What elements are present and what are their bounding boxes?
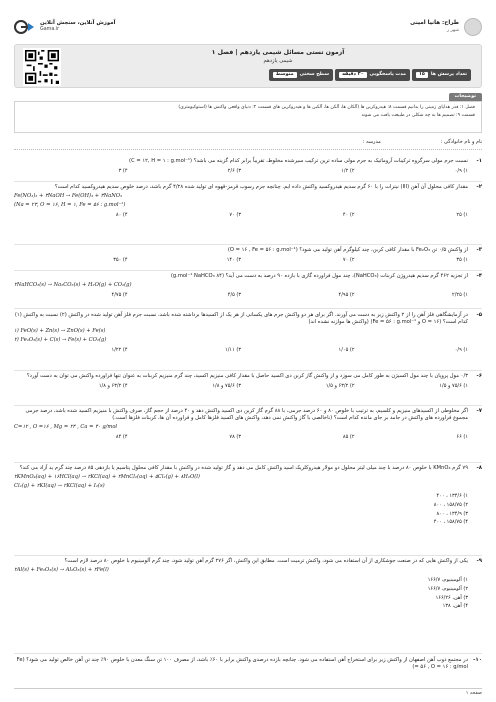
- notes-tab: توضیحات: [449, 93, 482, 101]
- question-4: [14, 273, 482, 299]
- footer-divider: [14, 688, 482, 689]
- notes-line: فصل ۱: قدر هدایای زمینی را بدانیم قسمت ۸: هیدروکربن ها (آلکان ها، آلکن ها، آلکین ها و هیدروکربن های قسمت ۲: دنیای واقعی واکنش ها (استوکیومتری): [178, 105, 475, 110]
- equation: ۲) Fe₂O₃(s) + C(s) → Fe(s) + CO₂(g): [14, 337, 107, 344]
- question-text: از واکنش ۰/۵ تن Fe₂O₃ با مقدار کافی کربن، چند کیلوگرم آهن تولید می شود؟ (O = ۱۶ , Fe = ۵۶ : g.mol⁻¹): [227, 247, 468, 253]
- equation: ۲KMnO₄(aq) + ۱۶HCl(aq) → ۲KCl(aq) + ۲MnCl₂(aq) + ۵Cl₂(g) + ۸H₂O(l): [14, 474, 200, 481]
- exam-subtitle: شیمی یازدهم: [263, 58, 293, 64]
- equation: Cl₂(g) + ۲KI(aq) → ۲KCl(aq) + I₂(s): [14, 483, 105, 490]
- question-text: از تجزیه ۴۶۲ گرم سدیم هیدروژن کربنات (NaHCO₃)، چند مول فراورده گازی با بازده ۹۰ درصد به دست می آید؟ (۸۴ g.mol⁻¹ NaHCO₃): [170, 273, 468, 279]
- question-number: ۱-: [476, 158, 482, 164]
- question-number: ۱۰-: [473, 657, 482, 663]
- option[interactable]: ۴) ۱۵۸/۷۵ ، ۴۰۰: [433, 519, 468, 526]
- question-5: [14, 312, 482, 354]
- option[interactable]: ۲) ۱/۰۵: [338, 347, 355, 354]
- option[interactable]: ۲) ۴/۹۵: [338, 292, 355, 299]
- brand[interactable]: [14, 20, 115, 34]
- option[interactable]: ۳) ۷۵/۶ و ۱/۸: [212, 383, 241, 390]
- option[interactable]: ۲) ۷۰: [342, 257, 355, 264]
- question-number: ۲-: [476, 184, 482, 190]
- question-number: ۸-: [476, 465, 482, 471]
- exam-card: [14, 44, 482, 88]
- option[interactable]: ۳) ۱۳۴/۹ ، ۸۰۰: [436, 510, 468, 517]
- question-text: در آزمایشگاهی فلز آهن را از ۲ واکنش زیر به دست می آورند. اگر برای هر دو واکنش جرم های یکسانی از هر یک از اکسیدها برداشته شده باشد، نسبت جرم فلز آهن تولید شده در واکنش (۲) نسبت به واکنش (۱) کدام است؟ (O = ۱۶ و Fe = ۵۶ : g.mol⁻¹) (واکنش ها موازنه نشده اند): [14, 312, 468, 326]
- option[interactable]: ۱) ۶۶: [456, 434, 468, 441]
- equation: ۲NaHCO₃(s) → Na₂CO₃(s) + H₂O(g) + CO₂(g): [14, 282, 132, 289]
- pill-value: ۳۰ دقیقه: [339, 72, 366, 78]
- options: [14, 383, 468, 390]
- options: [14, 212, 468, 219]
- divider: [14, 244, 482, 245]
- question-9: [14, 558, 482, 612]
- option[interactable]: ۴) ۶۳/۲ و ۱/۸: [98, 383, 128, 390]
- question-2: [14, 184, 482, 219]
- question-count-pill: [412, 69, 471, 81]
- question-7: [14, 408, 482, 441]
- option[interactable]: ۲) ۱/۲: [341, 168, 355, 175]
- divider: [14, 405, 482, 406]
- qr-code-icon[interactable]: [23, 48, 61, 86]
- pill-label: تعداد پرسش ها: [430, 71, 467, 77]
- option[interactable]: ۱) ۷۵/۶ و ۱/۵: [439, 383, 468, 390]
- option[interactable]: ۳) ۱۴۰: [226, 257, 241, 264]
- option[interactable]: ۳) ۲/۶: [227, 168, 241, 175]
- brand-url[interactable]: Gama.ir: [40, 27, 60, 33]
- option[interactable]: ۱) آلومینیوم، ۱۶۶/۷: [427, 577, 468, 584]
- options: [14, 347, 468, 354]
- divider: [14, 653, 482, 654]
- option[interactable]: ۳) آهن، ۱۶۶/۲۶: [435, 594, 468, 601]
- page-header: [14, 10, 482, 44]
- question-8: [14, 465, 482, 528]
- question-number: ۵-: [476, 312, 482, 318]
- option[interactable]: ۲) ۸۵: [342, 434, 355, 441]
- author-city: شهر ر: [446, 27, 459, 33]
- question-text: در مجتمع ذوب آهن اصفهان از واکنش زیر برای استخراج آهن استفاده می شود. چنانچه بازده درصدی واکنش برابر با ۶۰٪ باشد، از مصرف ۱۰۰ تن سنگ معدن با خلوص ۹۰٪ چند تن آهن خالص تولید می شود؟ (Fe = ۵۶ , O = ۱۶ : g/mol): [16, 657, 468, 671]
- option[interactable]: ۴) ۳۵۰: [113, 257, 128, 264]
- option[interactable]: ۲) آلومینیوم، ۱۶۶/۷: [427, 585, 468, 592]
- equation: ۱) FeO(s) + Zn(s) → ZnO(s) + Fe(s): [14, 328, 106, 335]
- question-3: [14, 247, 482, 264]
- question-1: [14, 158, 482, 175]
- options: [14, 168, 468, 175]
- pill-label: سطح سختی: [299, 71, 330, 77]
- divider: [14, 370, 482, 371]
- divider: [14, 462, 482, 463]
- option[interactable]: ۴) ۱/۲۲: [111, 347, 128, 354]
- options: [14, 434, 468, 441]
- exam-stats: [269, 69, 471, 81]
- question-text: ۷۹ گرم KMnO₄ با خلوص ۸۰ درصد با چند میلی لیتر محلول دو مولار هیدروکلریک اسید واکنش کامل می دهد و گاز تولید شده در واکنش با مقدار کافی محلول پتاسیم یا بازدهی ۸۵ درصد چند گرم ید آزاد می کند؟: [19, 465, 468, 471]
- divider: [14, 308, 482, 309]
- question-number: ۹-: [476, 558, 482, 564]
- option[interactable]: ۱) ۰/۹: [454, 347, 468, 354]
- divider: [14, 270, 482, 271]
- question-number: ۳-: [476, 247, 482, 253]
- option[interactable]: ۱) ۲/۲۵: [452, 292, 468, 299]
- equation: (Na = ۲۳, O = ۱۶, H = ۱, Fe = ۵۶ : g.mol⁻¹): [14, 202, 126, 209]
- author-block: [410, 18, 482, 36]
- pill-value: ۱۵: [416, 72, 428, 78]
- duration-pill: [335, 69, 410, 81]
- option[interactable]: ۲) ۶۳/۲ و ۱/۵: [325, 383, 355, 390]
- option[interactable]: ۱) ۰/۹: [454, 168, 468, 175]
- question-text: نسبت جرم مولی سرگروه ترکیبات آروماتیک به جرم مولی ساده ترین ترکیب سیرشده مخلوط، تقریباً برابر کدام گزینه می باشد؟ (C = ۱۲, H = ۱ : g.mol⁻¹): [129, 158, 468, 164]
- question-text: یکی از واکنش هایی که در صنعت جوشکاری از آن استفاده می شود، واکنش ترمیت است. مطابق این واکنش، اگر ۲۷۶ گرم آهن تولید شود، چند گرم آلومینیوم با خلوص ۸۰ درصد لازم است؟: [64, 558, 468, 564]
- option[interactable]: ۱) ۳۵: [456, 257, 468, 264]
- divider: [14, 555, 482, 556]
- equation: ۲Al(s) + Fe₂O₃(s) → Al₂O₃(s) + ۲Fe(l): [14, 567, 109, 574]
- gama-logo-icon: [14, 20, 36, 34]
- exam-title: آزمون تستی مسائل شیمی یازدهم | فصل ۱: [211, 49, 345, 56]
- equation: Fe(NO₃)₃ + ۳NaOH → Fe(OH)₃ + ۳NaNO₃: [14, 193, 123, 200]
- question-text: اگر مخلوطی از اکسیدهای منیزیم و کلسیم، به ترتیب با خلوص ۸۰ و ۶۰ درصد جرمی، با ۸۸ گرم گاز کربن دی اکسید واکنش دهد و ۴۰ درصد از حجم گاز، صرف واکنش با منیزیم اکسید شده باشد، درصد جرمی مجموع فراورده های واکنش در جامد بر جای مانده کدام است؟ (ناخالصی با گاز واکنش نمی دهد، واکنش های اکسید فلزها کامل و فراورده آن ها، کربنات فلزها است.): [25, 408, 468, 422]
- option[interactable]: ۱) ۲۵: [456, 212, 468, 219]
- school-label: مدرسه :: [362, 139, 381, 145]
- name-label: نام و نام خانوادگی :: [440, 139, 482, 145]
- question-10: [14, 657, 482, 671]
- option[interactable]: ۴) ۳: [118, 168, 128, 175]
- option[interactable]: ۲) ۱۵۸/۷۵ ، ۸۰۰: [433, 501, 468, 508]
- options: [14, 292, 468, 299]
- option[interactable]: ۳) ۷۸: [229, 434, 241, 441]
- notes-line: قسمت ۹: تصمیم ها به چه شکلی در طبیعت یافت می شوند: [361, 113, 475, 119]
- options: [14, 577, 468, 610]
- question-number: ۴-: [476, 273, 482, 279]
- option[interactable]: ۳) ۴/۵: [227, 292, 241, 299]
- options: [14, 493, 468, 526]
- option[interactable]: ۴) ۸۴: [115, 434, 128, 441]
- notes-box: [14, 101, 482, 133]
- question-text: مقدار کافی محلول آن آهن (III) نیترات را با ۶۰ گرم سدیم هیدروکسید واکنش داده ایم. چنانچه جرم رسوب قرمز-قهوه ای تولید شده ۴/۲۸ گرم باشد، درصد خلوص سدیم هیدروکسید کدام است؟: [54, 184, 468, 190]
- divider: [14, 181, 482, 182]
- brand-title: آموزش آنلاین، سنجش آنلاین: [40, 20, 116, 27]
- question-6: [14, 373, 482, 390]
- option[interactable]: ۴) آهن، ۱۳۸: [442, 603, 468, 610]
- avatar: [464, 18, 482, 36]
- option[interactable]: ۱) ۱۳۴/۶ ، ۴۰۰: [436, 493, 468, 500]
- author-name: طراح: هانیا امینی: [410, 20, 459, 27]
- difficulty-pill: [269, 69, 333, 81]
- option[interactable]: ۴) ۴/۷۵: [111, 292, 128, 299]
- equation: C=۱۲ , O =۱۶ , Mg = ۲۴ , Ca = ۴۰ g/mol: [14, 424, 118, 431]
- option[interactable]: ۲) ۴۰: [342, 212, 355, 219]
- question-text: ۰/۳ مول پروپان با چند مول اکسیژن به طور کامل می سوزد و از واکنش گاز کربن دی اکسید حاصل با مقدار کافی منیزیم اکسید، چند گرم منیزیم کربنات به عنوان تنها فراورده واکنش می توان به دست آورد؟: [26, 373, 468, 379]
- student-info-row: [14, 139, 482, 150]
- options: [14, 257, 468, 264]
- page-number: صفحه ۱: [465, 690, 482, 696]
- pill-label: مدت پاسخگویی: [369, 71, 406, 77]
- option[interactable]: ۳) ۱/۱۱: [225, 347, 241, 354]
- option[interactable]: ۴) ۸۰: [115, 212, 128, 219]
- question-number: ۶-: [476, 373, 482, 379]
- question-number: ۷-: [476, 408, 482, 414]
- pill-value: متوسط: [273, 72, 297, 78]
- option[interactable]: ۳) ۷۰: [229, 212, 241, 219]
